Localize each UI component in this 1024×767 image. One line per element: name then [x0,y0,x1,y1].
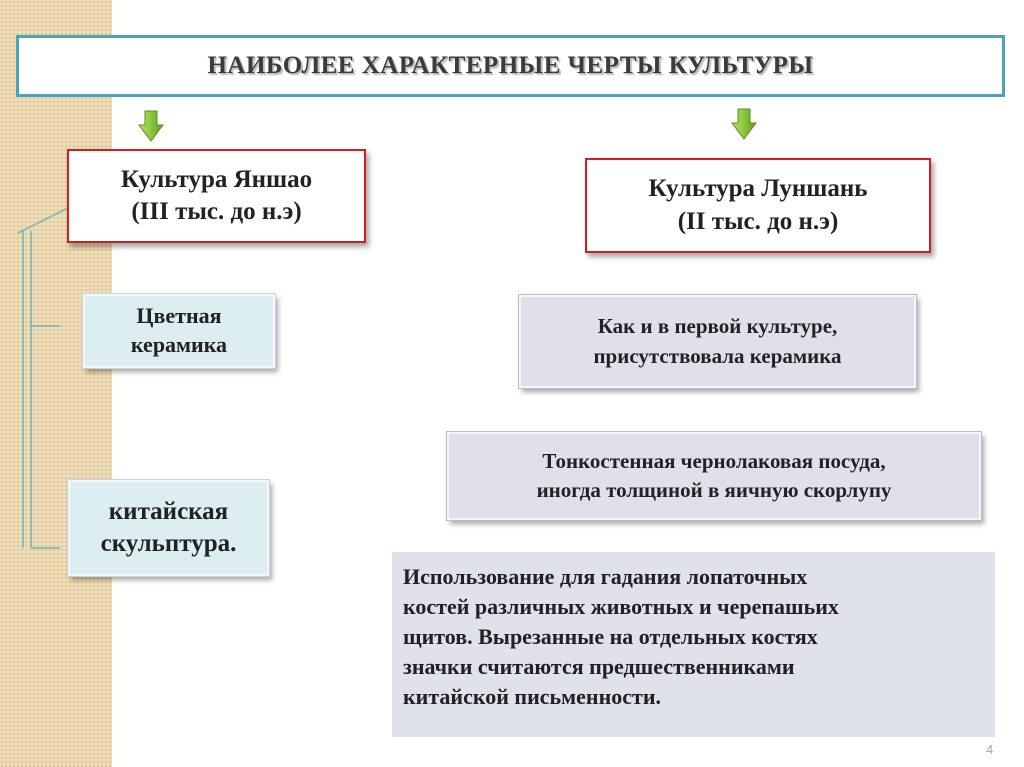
note-line: костей различных животных и черепашьих [403,593,839,619]
note-line: значки считаются предшественниками [403,653,795,679]
page-number: 4 [986,742,994,757]
feature-line: Тонкостенная чернолаковая посуда, [542,448,886,473]
longshan-culture-box [585,158,931,253]
feature-line: Как и в первой культуре, [597,314,838,339]
note-line: Использование для гадания лопаточных [403,564,808,589]
blackware-box [447,432,981,520]
title-box [16,35,1005,97]
colored-ceramics-box [83,294,275,368]
feature-line: Цветная [136,303,222,329]
feature-line: китайская [108,497,229,525]
chinese-sculpture-box [68,480,269,576]
page-title: НАИБОЛЕЕ ХАРАКТЕРНЫЕ ЧЕРТЫ КУЛЬТУРЫ [207,52,814,79]
feature-line: керамика [130,332,228,357]
longshan-culture-period: (II тыс. до н.э) [677,207,839,235]
oracle-bones-note [392,552,995,737]
left-connector-lines [0,0,120,767]
yangshao-culture-name: Культура Яншао [120,165,313,193]
feature-line: иногда толщиной в яичную скорлупу [536,478,892,502]
note-line: щитов. Вырезанные на отдельных костях [403,623,818,649]
note-line: китайской письменности. [403,683,662,709]
longshan-culture-name: Культура Луншань [648,175,868,202]
feature-line: скульптура. [100,530,237,557]
down-arrow-icon [138,110,164,142]
down-arrow-icon [731,108,757,140]
yangshao-culture-box [67,149,366,243]
feature-line: присутствовала керамика [593,343,842,368]
yangshao-culture-period: (III тыс. до н.э) [131,198,302,225]
ceramics-present-box [519,295,916,388]
